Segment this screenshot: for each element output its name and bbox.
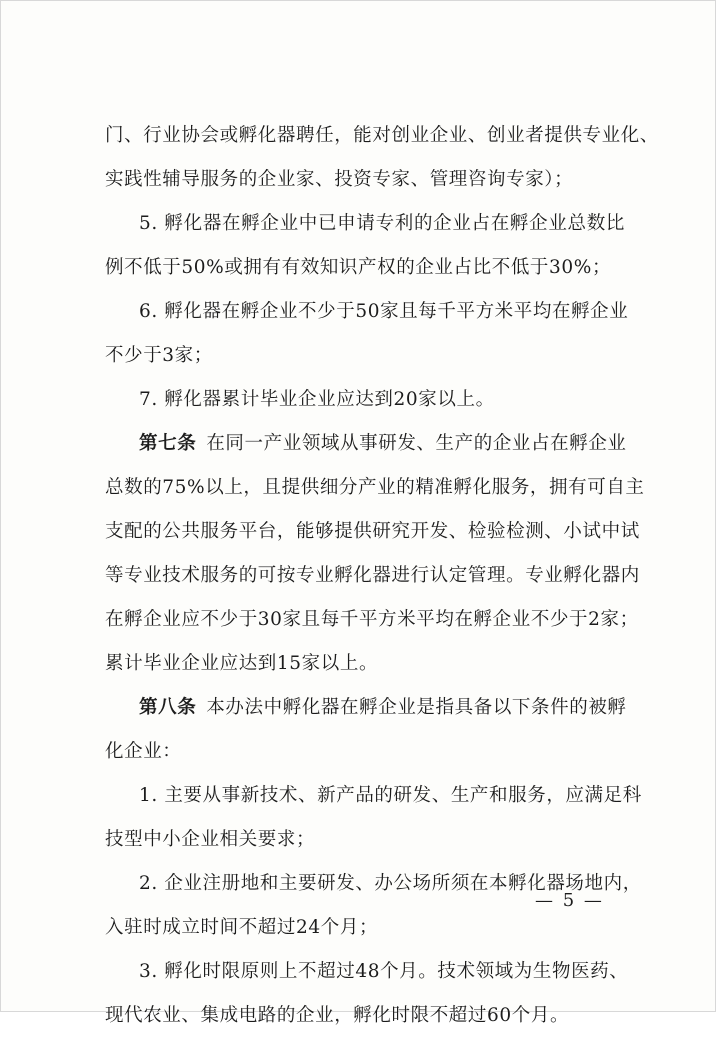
- text-line: 累计毕业企业应达到15家以上。: [105, 653, 379, 674]
- list-item-5: 5. 孵化器在孵企业中已申请专利的企业占在孵企业总数比: [139, 213, 625, 234]
- list-item-1: 1. 主要从事新技术、新产品的研发、生产和服务，应满足科: [139, 785, 642, 806]
- text-line: 在孵企业应不少于30家且每千平方米平均在孵企业不少于2家；: [105, 609, 639, 630]
- text-line: 不少于3家；: [105, 345, 213, 366]
- text-line: 支配的公共服务平台，能够提供研究开发、检验检测、小试中试: [105, 521, 640, 542]
- text-line: 实践性辅导服务的企业家、投资专家、管理咨询专家）；: [105, 169, 574, 190]
- article-8-title: 第八条: [139, 697, 197, 718]
- text-line: 化企业：: [105, 741, 182, 762]
- list-item-6: 6. 孵化器在孵企业不少于50家且每千平方米平均在孵企业: [139, 301, 629, 322]
- text-line: 入驻时成立时间不超过24个月；: [105, 917, 379, 938]
- article-7-text: 在同一产业领域从事研发、生产的企业占在孵企业: [206, 433, 627, 454]
- list-item-3: 3. 孵化时限原则上不超过48个月。技术领域为生物医药、: [139, 961, 629, 982]
- text-line: 总数的75%以上，且提供细分产业的精准孵化服务，拥有可自主: [105, 477, 645, 498]
- list-item-7: 7. 孵化器累计毕业企业应达到20家以上。: [139, 389, 495, 410]
- page-number: — 5 —: [535, 890, 604, 911]
- article-8-text: 本办法中孵化器在孵企业是指具备以下条件的被孵: [206, 697, 627, 718]
- list-item-2: 2. 企业注册地和主要研发、办公场所须在本孵化器场地内，: [139, 873, 642, 894]
- text-line: 例不低于50%或拥有有效知识产权的企业占比不低于30%；: [105, 257, 612, 278]
- article-7-first-line: [105, 422, 625, 466]
- text-line: 等专业技术服务的可按专业孵化器进行认定管理。专业孵化器内: [105, 565, 640, 586]
- text-line: 门、行业协会或孵化器聘任，能对创业企业、创业者提供专业化、: [105, 125, 659, 146]
- text-line: 技型中小企业相关要求；: [105, 829, 316, 850]
- text-line: 现代农业、集成电路的企业，孵化时限不超过60个月。: [105, 1005, 570, 1026]
- article-7-title: 第七条: [139, 433, 197, 454]
- article-8-first-line: [105, 686, 625, 730]
